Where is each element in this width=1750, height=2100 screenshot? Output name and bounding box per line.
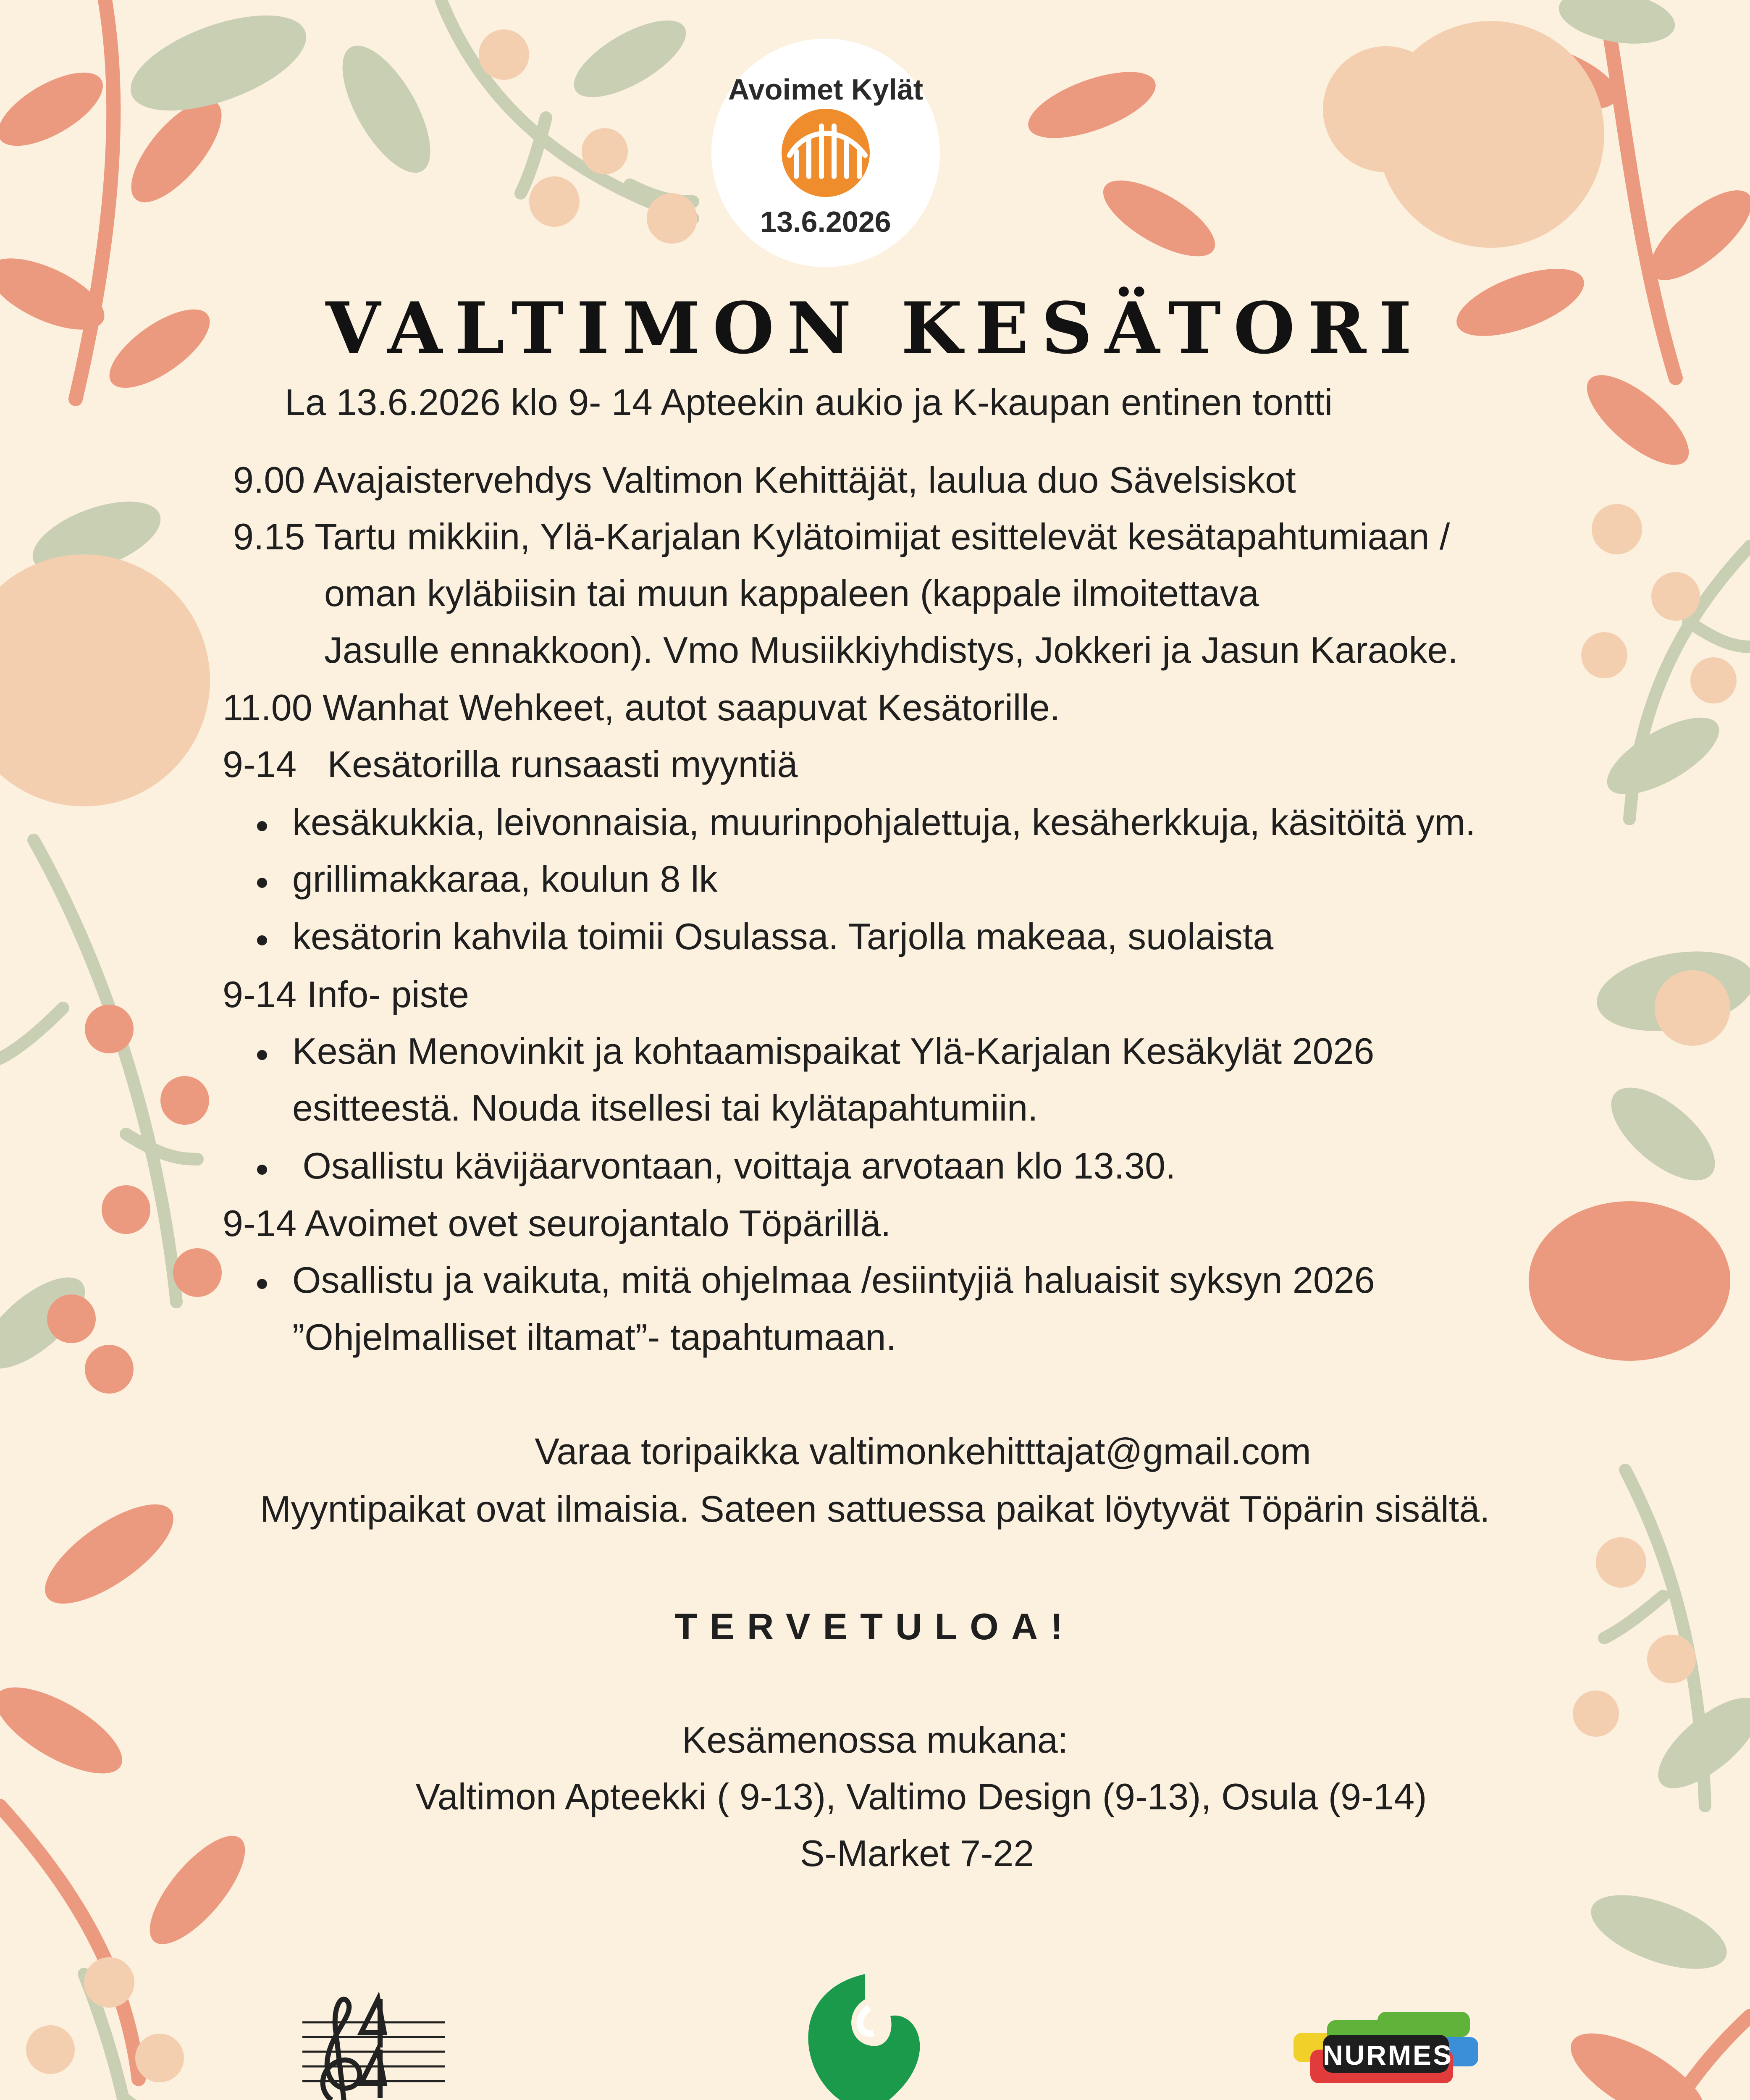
list-bullet — [257, 1165, 267, 1175]
list-bullet — [257, 1050, 267, 1060]
program-line: 9-14 Kesätorilla runsaasti myyntiä — [223, 743, 798, 785]
program-line: 9.00 Avajaistervehdys Valtimon Kehittäjät, laulua duo Sävelsiskot — [233, 459, 1296, 501]
program-line: ”Ohjelmalliset iltamat”- tapahtumaan. — [292, 1316, 896, 1358]
program-line: 9.15 Tartu mikkiin, Ylä-Karjalan Kylätoimijat esittelevät kesätapahtumiaan / — [233, 516, 1450, 557]
partners-line: S-Market 7-22 — [800, 1832, 1034, 1874]
program-line: Kesän Menovinkit ja kohtaamispaikat Ylä-Karjalan Kesäkylät 2026 — [292, 1030, 1375, 1072]
list-bullet — [257, 878, 267, 888]
program-line: Osallistu kävijäarvontaan, voittaja arvotaan klo 13.30. — [292, 1145, 1176, 1186]
welcome-heading: TERVETULOA! — [674, 1606, 1076, 1647]
reserve-email-text: Varaa toripaikka valtimonkehitttajat@gmail.com — [535, 1431, 1311, 1472]
partners-heading: Kesämenossa mukana: — [682, 1719, 1068, 1761]
program-line: esitteestä. Nouda itsellesi tai kylätapahtumiin. — [292, 1087, 1038, 1129]
program-line: 9-14 Avoimet ovet seurojantalo Töpärillä. — [223, 1202, 891, 1244]
list-bullet — [257, 935, 267, 945]
list-bullet — [257, 1279, 267, 1289]
program-line: 11.00 Wanhat Wehkeet, autot saapuvat Kesätorille. — [223, 687, 1060, 728]
nurmes-logo-text: NURMES — [1323, 2040, 1454, 2071]
badge-arc-text: Avoimet Kylät — [728, 73, 924, 106]
free-spots-text: Myyntipaikat ovat ilmaisia. Sateen sattuessa paikat löytyvät Töpärin sisältä. — [260, 1488, 1490, 1530]
event-subtitle: La 13.6.2026 klo 9- 14 Apteekin aukio ja K-kaupan entinen tontti — [285, 381, 1333, 423]
program-line: oman kyläbiisin tai muun kappaleen (kappale ilmoitettava — [324, 572, 1259, 614]
program-line: kesätorin kahvila toimii Osulassa. Tarjolla makeaa, suolaista — [292, 916, 1274, 957]
page-title: VALTIMON KESÄTORI — [325, 286, 1425, 370]
partners-line: Valtimon Apteekki ( 9-13), Valtimo Design (9-13), Osula (9-14) — [415, 1776, 1427, 1817]
program-line: grillimakkaraa, koulun 8 lk — [292, 858, 718, 900]
program-line: 9-14 Info- piste — [223, 974, 469, 1015]
program-line: kesäkukkia, leivonnaisia, muurinpohjalettuja, kesäherkkuja, käsitöitä ym. — [292, 801, 1476, 843]
badge-date: 13.6.2026 — [760, 205, 891, 238]
program-line: Jasulle ennakkoon). Vmo Musiikkiyhdistys, Jokkeri ja Jasun Karaoke. — [324, 629, 1458, 671]
list-bullet — [257, 821, 267, 831]
program-line: Osallistu ja vaikuta, mitä ohjelmaa /esiintyjiä haluaisit syksyn 2026 — [292, 1259, 1375, 1301]
